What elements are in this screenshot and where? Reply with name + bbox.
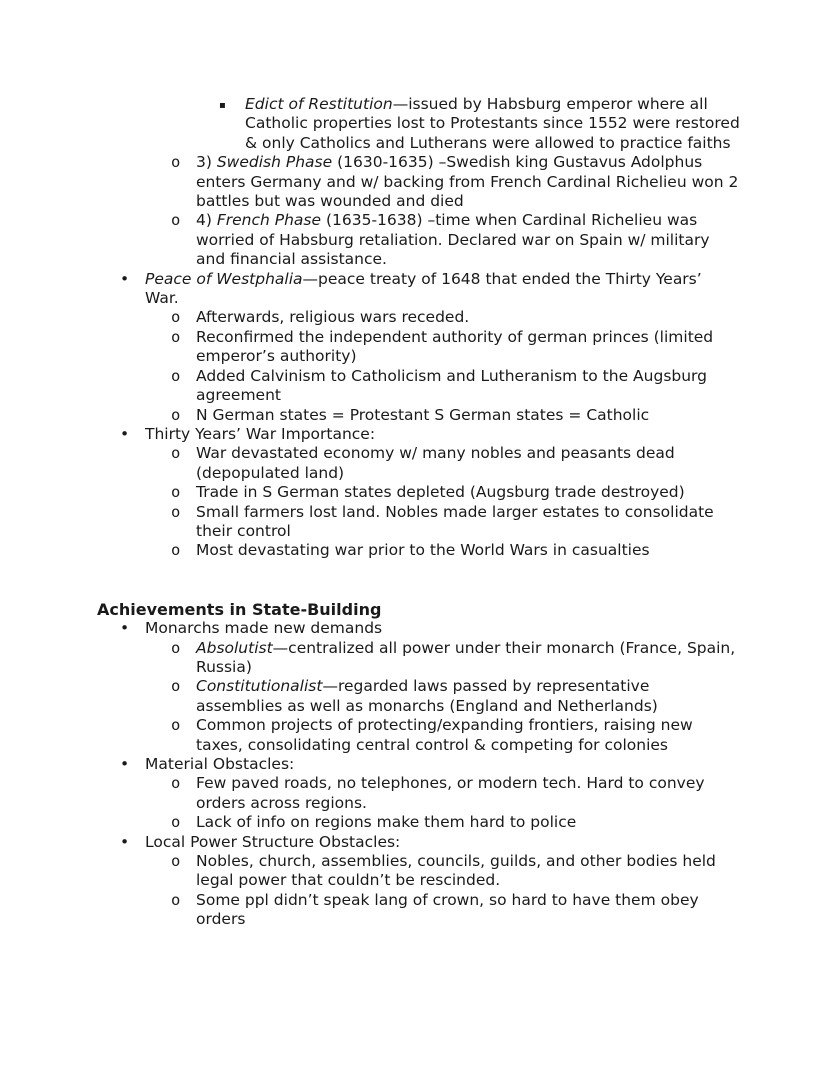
list-item <box>97 619 740 638</box>
list-item <box>97 677 740 716</box>
list-item-text <box>145 270 702 307</box>
list-item-text <box>196 852 716 889</box>
list-item <box>97 425 740 444</box>
bullet-marker-icon: o <box>171 774 181 793</box>
text-segment: Trade in S German states depleted (Augsburg trade destroyed) <box>196 483 685 502</box>
text-segment: 3) <box>196 153 217 172</box>
text-segment: —issued by Habsburg emperor where all Catholic properties lost to Protestants since 1552 were restored & only Catholics and Lutherans were allowed to practice faiths <box>245 95 740 152</box>
list-item-text <box>145 619 382 637</box>
list-item <box>97 95 740 153</box>
bullet-marker-icon: o <box>171 444 181 463</box>
bullet-marker-icon: • <box>120 755 130 773</box>
text-segment: Monarchs made new demands <box>145 619 383 638</box>
bullet-marker-icon: o <box>171 405 181 424</box>
list-item-text <box>196 677 658 714</box>
list-item-text <box>196 774 705 811</box>
bullet-marker-icon: o <box>171 366 181 385</box>
list-item-text <box>245 95 740 152</box>
list-item-text <box>196 328 713 365</box>
text-segment: Peace of Westphalia <box>145 269 303 288</box>
list-item <box>97 308 740 327</box>
text-segment: Reconfirmed the independent authority of german princes (limited emperor’s authority) <box>196 327 714 366</box>
list-item-text <box>145 425 375 443</box>
text-segment: Common projects of protecting/expanding frontiers, raising new taxes, consolidating central control & competing for colonies <box>196 716 693 754</box>
list-item-text <box>145 833 400 851</box>
list-item <box>97 211 740 269</box>
list-item-text <box>196 503 714 540</box>
bullet-marker-icon: • <box>120 269 130 288</box>
list-item <box>97 367 740 406</box>
bullet-marker-icon: o <box>171 813 181 832</box>
text-segment: (1630-1635) –Swedish king Gustavus Adolphus enters Germany and w/ backing from French Cardinal Richelieu won 2 battles but was wounded and died <box>196 153 739 211</box>
list-item <box>97 503 740 542</box>
bullet-marker-icon: • <box>120 424 130 443</box>
list-item <box>97 755 740 774</box>
bullet-marker-icon: o <box>171 716 181 735</box>
text-segment: Few paved roads, no telephones, or modern tech. Hard to convey orders across regions. <box>196 774 705 812</box>
text-segment: Small farmers lost land. Nobles made larger estates to consolidate their control <box>196 502 714 540</box>
text-segment: —regarded laws passed by representative assemblies as well as monarchs (England and Netherlands) <box>196 677 658 715</box>
bullet-marker-icon: o <box>171 638 181 657</box>
text-segment: —centralized all power under their monarch (France, Spain, Russia) <box>196 638 736 676</box>
text-segment: Swedish Phase <box>216 153 333 172</box>
list-item-text <box>196 153 738 210</box>
list-item <box>97 483 740 502</box>
text-segment: War devastated economy w/ many nobles and peasants dead (depopulated land) <box>196 444 675 482</box>
text-segment: (1635-1638) –time when Cardinal Richelieu was worried of Habsburg retaliation. Declared war on Spain w/ military and financial assistance. <box>196 211 710 269</box>
text-segment: Material Obstacles: <box>145 755 295 773</box>
list-item-text <box>196 211 710 268</box>
list-item <box>97 891 740 930</box>
bullet-marker-icon: o <box>171 153 181 172</box>
text-segment: Lack of info on regions make them hard to police <box>196 813 577 832</box>
list-item-text <box>196 444 675 481</box>
bullet-marker-icon: o <box>171 483 181 502</box>
list-item <box>97 541 740 560</box>
bullet-marker-icon: o <box>171 502 181 521</box>
text-segment: Absolutist <box>196 638 273 657</box>
text-segment: French Phase <box>216 211 322 230</box>
text-segment: Constitutionalist <box>196 677 323 696</box>
bullet-marker-icon: o <box>171 327 181 346</box>
bullet-marker-icon: • <box>120 832 130 851</box>
list-item <box>97 328 740 367</box>
list-item-text <box>196 639 735 676</box>
text-segment: N German states = Protestant S German states = Catholic <box>196 405 650 424</box>
text-segment: Thirty Years’ War Importance: <box>145 424 376 443</box>
section-heading: Achievements in State-Building <box>97 599 382 619</box>
list-item-text <box>196 406 649 424</box>
text-segment: Local Power Structure Obstacles: <box>145 832 401 851</box>
list-item-text <box>196 813 576 831</box>
list-item-text <box>196 308 469 326</box>
bullet-marker-icon: o <box>171 211 181 230</box>
bullet-marker-icon: o <box>171 308 181 327</box>
text-segment: —peace treaty of 1648 that ended the Thirty Years’ War. <box>145 269 702 308</box>
bullet-marker-icon: o <box>171 852 181 871</box>
bullet-marker-icon: ▪ <box>219 100 226 111</box>
bullet-marker-icon: o <box>171 890 181 909</box>
bullet-marker-icon: o <box>171 677 181 696</box>
list-item <box>97 852 740 891</box>
list-item-text <box>196 716 693 753</box>
list-item <box>97 270 740 309</box>
text-segment: 4) <box>196 211 217 230</box>
list-item <box>97 406 740 425</box>
list-item-text <box>196 541 650 559</box>
list-item-text <box>196 367 707 404</box>
list-item-text <box>145 755 294 773</box>
bullet-marker-icon: • <box>120 619 130 638</box>
list-item-text <box>196 483 685 501</box>
text-segment: Afterwards, religious wars receded. <box>196 308 470 327</box>
list-item-text <box>196 891 699 928</box>
text-segment: Nobles, church, assemblies, councils, guilds, and other bodies held legal power that couldn’t be rescinded. <box>196 852 716 890</box>
list-item <box>97 774 740 813</box>
document-body <box>97 95 740 930</box>
list-item <box>97 716 740 755</box>
bullet-marker-icon: o <box>171 541 181 560</box>
list-item <box>97 639 740 678</box>
list-item <box>97 833 740 852</box>
text-segment: Most devastating war prior to the World Wars in casualties <box>196 541 650 560</box>
text-segment: Added Calvinism to Catholicism and Lutheranism to the Augsburg agreement <box>196 366 707 405</box>
list-item <box>97 444 740 483</box>
text-segment: Edict of Restitution <box>245 95 393 113</box>
text-segment: Some ppl didn’t speak lang of crown, so hard to have them obey orders <box>196 890 699 929</box>
list-item <box>97 153 740 211</box>
list-item <box>97 813 740 832</box>
